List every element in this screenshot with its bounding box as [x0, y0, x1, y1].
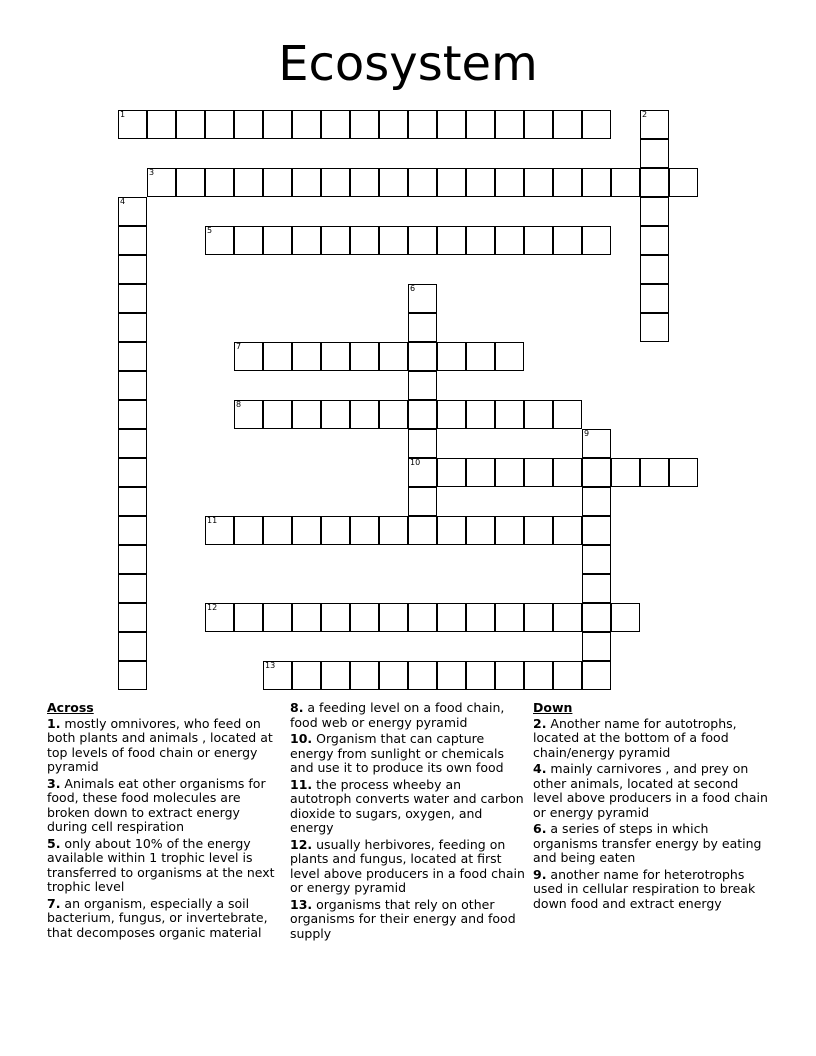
- grid-cell[interactable]: [408, 487, 437, 516]
- grid-cell[interactable]: [234, 168, 263, 197]
- down-heading: Down: [533, 700, 573, 715]
- down-clue-list: [533, 717, 769, 912]
- grid-cell[interactable]: [437, 226, 466, 255]
- grid-cell[interactable]: [495, 110, 524, 139]
- grid-cell[interactable]: [495, 342, 524, 371]
- clue-number: 9: [584, 429, 590, 438]
- grid-cell[interactable]: [640, 110, 669, 139]
- clue-item: [47, 897, 283, 941]
- across-clue-list: [47, 717, 283, 941]
- clue-item-text: a feeding level on a food chain, food web or energy pyramid: [290, 700, 505, 730]
- grid-cell[interactable]: [408, 661, 437, 690]
- grid-cell[interactable]: [118, 197, 147, 226]
- grid-cell[interactable]: [263, 603, 292, 632]
- grid-cell[interactable]: [582, 661, 611, 690]
- grid-cell[interactable]: [321, 110, 350, 139]
- clue-item-text: a series of steps in which organisms transfer energy by eating and being eaten: [533, 821, 762, 865]
- grid-cell[interactable]: [495, 458, 524, 487]
- grid-cell[interactable]: [350, 400, 379, 429]
- grid-cell[interactable]: [640, 226, 669, 255]
- grid-cell[interactable]: [234, 226, 263, 255]
- grid-cell[interactable]: [640, 197, 669, 226]
- grid-cell[interactable]: [234, 342, 263, 371]
- clue-item: [290, 732, 526, 776]
- grid-cell[interactable]: [350, 603, 379, 632]
- grid-cell[interactable]: [350, 168, 379, 197]
- grid-cell[interactable]: [437, 516, 466, 545]
- clues-column-right: [533, 701, 769, 913]
- grid-cell[interactable]: [292, 516, 321, 545]
- grid-cell[interactable]: [408, 284, 437, 313]
- grid-cell[interactable]: [147, 110, 176, 139]
- clue-item-text: Organism that can capture energy from sunlight or chemicals and use it to produce its own food: [290, 731, 505, 775]
- grid-cell[interactable]: [466, 168, 495, 197]
- grid-cell[interactable]: [582, 458, 611, 487]
- clue-item-number: 12.: [290, 836, 313, 852]
- grid-cell[interactable]: [263, 400, 292, 429]
- clue-item-number: 13.: [290, 896, 313, 912]
- clue-item: [290, 898, 526, 942]
- clue-item: [47, 777, 283, 835]
- grid-cell[interactable]: [118, 516, 147, 545]
- grid-cell[interactable]: [176, 110, 205, 139]
- grid-cell[interactable]: [379, 342, 408, 371]
- grid-cell[interactable]: [553, 110, 582, 139]
- grid-cell[interactable]: [205, 110, 234, 139]
- grid-cell[interactable]: [118, 284, 147, 313]
- clue-item-number: 1.: [47, 715, 61, 731]
- grid-cell[interactable]: [611, 603, 640, 632]
- grid-cell[interactable]: [640, 284, 669, 313]
- grid-cell[interactable]: [118, 400, 147, 429]
- grid-cell[interactable]: [466, 661, 495, 690]
- across-clue-list-continued: [290, 701, 526, 941]
- clue-item-number: 2.: [533, 715, 547, 731]
- grid-cell[interactable]: [263, 661, 292, 690]
- grid-cell[interactable]: [350, 226, 379, 255]
- grid-cell[interactable]: [524, 400, 553, 429]
- page-title: Ecosystem: [278, 36, 538, 92]
- grid-cell[interactable]: [640, 168, 669, 197]
- grid-cell[interactable]: [408, 168, 437, 197]
- grid-cell[interactable]: [524, 603, 553, 632]
- grid-cell[interactable]: [321, 516, 350, 545]
- grid-cell[interactable]: [176, 168, 205, 197]
- grid-cell[interactable]: [466, 110, 495, 139]
- grid-cell[interactable]: [466, 342, 495, 371]
- grid-cell[interactable]: [321, 400, 350, 429]
- grid-cell[interactable]: [118, 632, 147, 661]
- grid-cell[interactable]: [118, 226, 147, 255]
- clue-item: [290, 701, 526, 730]
- clue-item-text: usually herbivores, feeding on plants and fungus, located at first level above producers in a food chain or energy pyramid: [290, 836, 525, 895]
- grid-cell[interactable]: [524, 458, 553, 487]
- clue-number: 7: [236, 342, 242, 351]
- clue-item-text: organisms that rely on other organisms for their energy and food supply: [290, 896, 516, 941]
- grid-cell[interactable]: [234, 516, 263, 545]
- clue-number: 3: [149, 168, 155, 177]
- clue-item-number: 9.: [533, 866, 547, 882]
- grid-cell[interactable]: [118, 255, 147, 284]
- grid-cell[interactable]: [292, 661, 321, 690]
- grid-cell[interactable]: [582, 632, 611, 661]
- grid-cell[interactable]: [437, 661, 466, 690]
- clue-item: [290, 778, 526, 836]
- clue-number: 12: [207, 603, 218, 612]
- grid-cell[interactable]: [553, 226, 582, 255]
- grid-cell[interactable]: [408, 371, 437, 400]
- grid-cell[interactable]: [118, 661, 147, 690]
- grid-cell[interactable]: [263, 342, 292, 371]
- grid-cell[interactable]: [640, 313, 669, 342]
- grid-cell[interactable]: [118, 110, 147, 139]
- grid-cell[interactable]: [582, 516, 611, 545]
- grid-cell[interactable]: [611, 458, 640, 487]
- grid-cell[interactable]: [118, 342, 147, 371]
- clue-number: 4: [120, 197, 126, 206]
- grid-cell[interactable]: [263, 168, 292, 197]
- grid-cell[interactable]: [669, 458, 698, 487]
- grid-cell[interactable]: [437, 168, 466, 197]
- grid-cell[interactable]: [292, 168, 321, 197]
- grid-cell[interactable]: [524, 661, 553, 690]
- clue-item: [47, 717, 283, 775]
- grid-cell[interactable]: [292, 226, 321, 255]
- grid-cell[interactable]: [466, 226, 495, 255]
- clue-item-text: mostly omnivores, who feed on both plants and animals , located at top levels of food chain or energy pyramid: [47, 715, 273, 774]
- clue-number: 13: [265, 661, 276, 670]
- grid-cell[interactable]: [582, 168, 611, 197]
- grid-cell[interactable]: [263, 516, 292, 545]
- clue-number: 11: [207, 516, 218, 525]
- grid-cell[interactable]: [118, 313, 147, 342]
- clue-number: 2: [642, 110, 648, 119]
- grid-cell[interactable]: [379, 516, 408, 545]
- grid-cell[interactable]: [379, 168, 408, 197]
- clue-number: 10: [410, 458, 421, 467]
- grid-cell[interactable]: [582, 226, 611, 255]
- grid-cell[interactable]: [582, 487, 611, 516]
- grid-cell[interactable]: [611, 168, 640, 197]
- grid-cell[interactable]: [466, 516, 495, 545]
- grid-cell[interactable]: [408, 226, 437, 255]
- grid-cell[interactable]: [379, 400, 408, 429]
- grid-cell[interactable]: [350, 110, 379, 139]
- clue-item-text: Another name for autotrophs, located at the bottom of a food chain/energy pyramid: [533, 715, 737, 760]
- grid-cell[interactable]: [466, 458, 495, 487]
- grid-cell[interactable]: [495, 400, 524, 429]
- grid-cell[interactable]: [205, 603, 234, 632]
- grid-cell[interactable]: [495, 516, 524, 545]
- grid-cell[interactable]: [118, 371, 147, 400]
- grid-cell[interactable]: [321, 226, 350, 255]
- grid-cell[interactable]: [205, 516, 234, 545]
- grid-cell[interactable]: [234, 110, 263, 139]
- grid-cell[interactable]: [321, 603, 350, 632]
- clue-item-text: Animals eat other organisms for food, these food molecules are broken down to extract energy during cell respiration: [47, 775, 266, 834]
- grid-cell[interactable]: [205, 226, 234, 255]
- grid-cell[interactable]: [582, 574, 611, 603]
- grid-cell[interactable]: [437, 458, 466, 487]
- grid-cell[interactable]: [118, 603, 147, 632]
- grid-cell[interactable]: [553, 603, 582, 632]
- grid-cell[interactable]: [495, 661, 524, 690]
- clue-item-number: 4.: [533, 761, 547, 776]
- clue-item: [290, 838, 526, 896]
- clue-item-number: 10.: [290, 731, 313, 746]
- grid-cell[interactable]: [495, 226, 524, 255]
- grid-cell[interactable]: [553, 516, 582, 545]
- clue-number: 5: [207, 226, 213, 235]
- grid-cell[interactable]: [379, 603, 408, 632]
- grid-cell[interactable]: [640, 139, 669, 168]
- grid-cell[interactable]: [640, 458, 669, 487]
- grid-cell[interactable]: [582, 110, 611, 139]
- clue-item-text: an organism, especially a soil bacterium, fungus, or invertebrate, that decomposes organic material: [47, 895, 268, 940]
- grid-cell[interactable]: [437, 110, 466, 139]
- grid-cell[interactable]: [408, 400, 437, 429]
- grid-cell[interactable]: [437, 342, 466, 371]
- clue-number: 1: [120, 110, 126, 119]
- grid-cell[interactable]: [379, 226, 408, 255]
- grid-cell[interactable]: [408, 313, 437, 342]
- grid-cell[interactable]: [553, 458, 582, 487]
- grid-cell[interactable]: [408, 110, 437, 139]
- grid-cell[interactable]: [292, 342, 321, 371]
- grid-cell[interactable]: [292, 400, 321, 429]
- grid-cell[interactable]: [379, 661, 408, 690]
- grid-cell[interactable]: [553, 168, 582, 197]
- clue-item-number: 5.: [47, 835, 61, 851]
- grid-cell[interactable]: [350, 661, 379, 690]
- grid-cell[interactable]: [292, 110, 321, 139]
- grid-cell[interactable]: [437, 603, 466, 632]
- grid-cell[interactable]: [640, 255, 669, 284]
- grid-cell[interactable]: [437, 400, 466, 429]
- grid-cell[interactable]: [234, 603, 263, 632]
- grid-cell[interactable]: [263, 110, 292, 139]
- clue-item: [533, 868, 769, 912]
- grid-cell[interactable]: [466, 400, 495, 429]
- grid-cell[interactable]: [495, 168, 524, 197]
- grid-cell[interactable]: [669, 168, 698, 197]
- clue-item-number: 8.: [290, 700, 304, 715]
- grid-cell[interactable]: [234, 400, 263, 429]
- grid-cell[interactable]: [582, 429, 611, 458]
- grid-cell[interactable]: [321, 661, 350, 690]
- grid-cell[interactable]: [379, 110, 408, 139]
- grid-cell[interactable]: [553, 400, 582, 429]
- grid-cell[interactable]: [524, 110, 553, 139]
- grid-cell[interactable]: [321, 168, 350, 197]
- grid-cell[interactable]: [408, 458, 437, 487]
- grid-cell[interactable]: [350, 516, 379, 545]
- grid-cell[interactable]: [147, 168, 176, 197]
- clue-item-number: 3.: [47, 775, 61, 791]
- grid-cell[interactable]: [118, 487, 147, 516]
- clue-number: 8: [236, 400, 242, 409]
- grid-cell[interactable]: [350, 342, 379, 371]
- grid-cell[interactable]: [118, 429, 147, 458]
- grid-cell[interactable]: [495, 603, 524, 632]
- clue-item-number: 7.: [47, 895, 61, 911]
- grid-cell[interactable]: [118, 574, 147, 603]
- clue-item-text: only about 10% of the energy available within 1 trophic level is transferred to organisms at the next trophic level: [47, 835, 275, 894]
- grid-cell[interactable]: [582, 545, 611, 574]
- grid-cell[interactable]: [408, 342, 437, 371]
- grid-cell[interactable]: [263, 226, 292, 255]
- grid-cell[interactable]: [321, 342, 350, 371]
- grid-cell[interactable]: [205, 168, 234, 197]
- grid-cell[interactable]: [408, 429, 437, 458]
- grid-cell[interactable]: [118, 458, 147, 487]
- grid-cell[interactable]: [524, 516, 553, 545]
- grid-cell[interactable]: [466, 603, 495, 632]
- clue-item-text: mainly carnivores , and prey on other animals, located at second level above producers in a food chain or energy pyramid: [533, 761, 768, 820]
- clue-item: [47, 837, 283, 895]
- grid-cell[interactable]: [524, 168, 553, 197]
- clues-column-middle: [290, 701, 526, 943]
- grid-cell[interactable]: [553, 661, 582, 690]
- grid-cell[interactable]: [118, 545, 147, 574]
- across-heading: Across: [47, 700, 94, 715]
- grid-cell[interactable]: [408, 603, 437, 632]
- clue-number: 6: [410, 284, 416, 293]
- clue-item-text: another name for heterotrophs used in cellular respiration to break down food and extract energy: [533, 866, 756, 911]
- grid-cell[interactable]: [292, 603, 321, 632]
- grid-cell[interactable]: [524, 226, 553, 255]
- grid-cell[interactable]: [408, 516, 437, 545]
- clue-item-number: 6.: [533, 821, 547, 836]
- clue-item-text: the process wheeby an autotroph converts water and carbon dioxide to sugars, oxygen, and energy: [290, 776, 524, 835]
- clue-item-number: 11.: [290, 776, 313, 792]
- clues-column-left: [47, 701, 283, 942]
- clue-item: [533, 762, 769, 820]
- clue-item: [533, 717, 769, 761]
- grid-cell[interactable]: [582, 603, 611, 632]
- clue-item: [533, 822, 769, 866]
